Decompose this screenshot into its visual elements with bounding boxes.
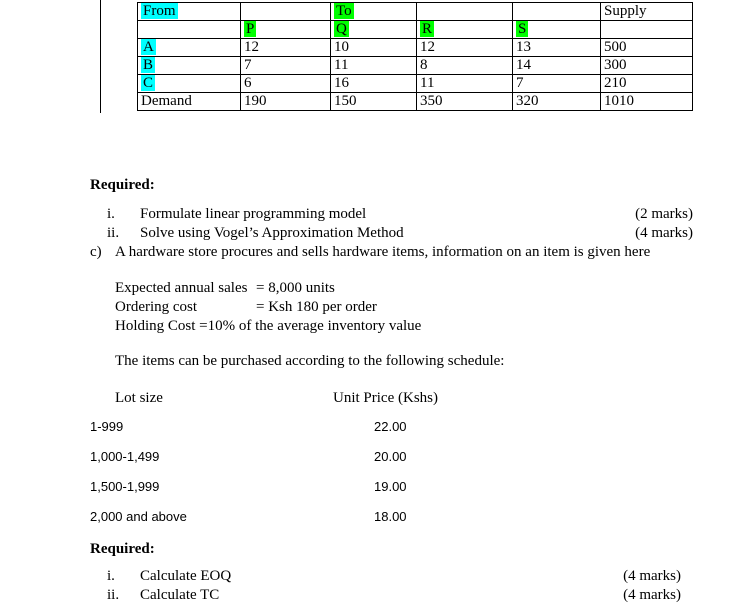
cell-c-p: 6 [241,75,331,93]
item-marks: (4 marks) [623,568,681,584]
cell-b-supply: 300 [601,57,693,75]
cell-b-p: 7 [241,57,331,75]
empty-cell [513,3,601,21]
data-row-c [138,75,693,93]
unit-price-value: 22.00 [374,419,407,434]
col-p-label: P [246,21,255,37]
info-line [115,298,421,317]
item-number: i. [107,568,115,584]
data-row-b [138,57,693,75]
required-list-2 [90,567,681,605]
part-c-line [90,243,650,262]
to-cell [331,3,417,21]
empty-cell [138,21,241,39]
part-c-label: c) [90,244,102,260]
info-label: Expected annual sales [115,280,248,296]
item-marks: (4 marks) [635,225,693,241]
item-text: Formulate linear programming model [140,206,367,222]
info-label: Ordering cost [115,299,198,315]
row-c-label: C [143,75,154,91]
col-s-label: S [518,21,527,37]
row-b-label: B [143,57,154,73]
demand-label-cell: Demand [138,93,241,111]
empty-cell [241,3,331,21]
left-table-border-line [100,0,101,113]
cell-c-supply: 210 [601,75,693,93]
item-text: Calculate TC [140,587,220,603]
cell-a-p: 12 [241,39,331,57]
cell-a-r: 12 [417,39,513,57]
list-item [90,567,681,586]
holding-cost-line: Holding Cost =10% of the average inventory value [115,318,422,334]
to-label: To [336,3,352,19]
lot-size-header: Lot size [115,390,163,406]
row-b-label-cell [138,57,241,75]
item-text: Solve using Vogel’s Approximation Method [140,225,404,241]
cell-c-s: 7 [513,75,601,93]
col-r-cell [417,21,513,39]
cell-demand-q: 150 [331,93,417,111]
list-item [90,224,693,243]
unit-price-value: 20.00 [374,449,407,464]
data-row-a [138,39,693,57]
info-value: = 8,000 units [256,280,335,296]
schedule-row [90,449,510,479]
cell-demand-r: 350 [417,93,513,111]
header-row-from-to-supply [138,3,693,21]
col-q-label: Q [336,21,347,37]
part-c-text: A hardware store procures and sells hardware items, information on an item is given here [115,244,651,260]
empty-cell [417,3,513,21]
info-line [115,279,421,298]
item-number: ii. [107,225,120,241]
item-text: Calculate EOQ [140,568,232,584]
list-item [90,586,681,605]
cell-a-supply: 500 [601,39,693,57]
required-heading-1: Required: [90,177,155,193]
cell-a-s: 13 [513,39,601,57]
supply-header-cell: Supply [601,3,693,21]
cell-c-r: 11 [417,75,513,93]
schedule-row [90,479,510,509]
lot-size-value: 2,000 and above [90,509,187,524]
col-r-label: R [422,21,433,37]
schedule-row [90,509,510,539]
item-marks: (4 marks) [623,587,681,603]
from-label: From [143,3,176,19]
schedule-intro: The items can be purchased according to the following schedule: [115,353,505,369]
item-marks: (2 marks) [635,206,693,222]
cell-demand-s: 320 [513,93,601,111]
item-info-block [115,279,421,336]
row-a-label: A [143,39,154,55]
empty-cell [601,21,693,39]
cell-demand-p: 190 [241,93,331,111]
price-schedule [90,419,510,539]
cell-b-r: 8 [417,57,513,75]
unit-price-header: Unit Price (Kshs) [333,390,438,406]
row-c-label-cell [138,75,241,93]
transportation-table [137,2,693,111]
list-item [90,205,693,224]
unit-price-value: 18.00 [374,509,407,524]
info-value: = Ksh 180 per order [256,299,377,315]
cell-grand-total: 1010 [601,93,693,111]
from-cell [138,3,241,21]
lot-size-value: 1-999 [90,419,124,434]
cell-b-s: 14 [513,57,601,75]
demand-row [138,93,693,111]
unit-price-value: 19.00 [374,479,407,494]
lot-size-value: 1,000-1,499 [90,449,160,464]
cell-b-q: 11 [331,57,417,75]
col-p-cell [241,21,331,39]
item-number: i. [107,206,115,222]
cell-a-q: 10 [331,39,417,57]
col-s-cell [513,21,601,39]
header-row-destinations [138,21,693,39]
row-a-label-cell [138,39,241,57]
item-number: ii. [107,587,120,603]
required-heading-2: Required: [90,541,155,557]
lot-size-value: 1,500-1,999 [90,479,160,494]
col-q-cell [331,21,417,39]
schedule-row [90,419,510,449]
cell-c-q: 16 [331,75,417,93]
required-list-1 [90,205,693,243]
